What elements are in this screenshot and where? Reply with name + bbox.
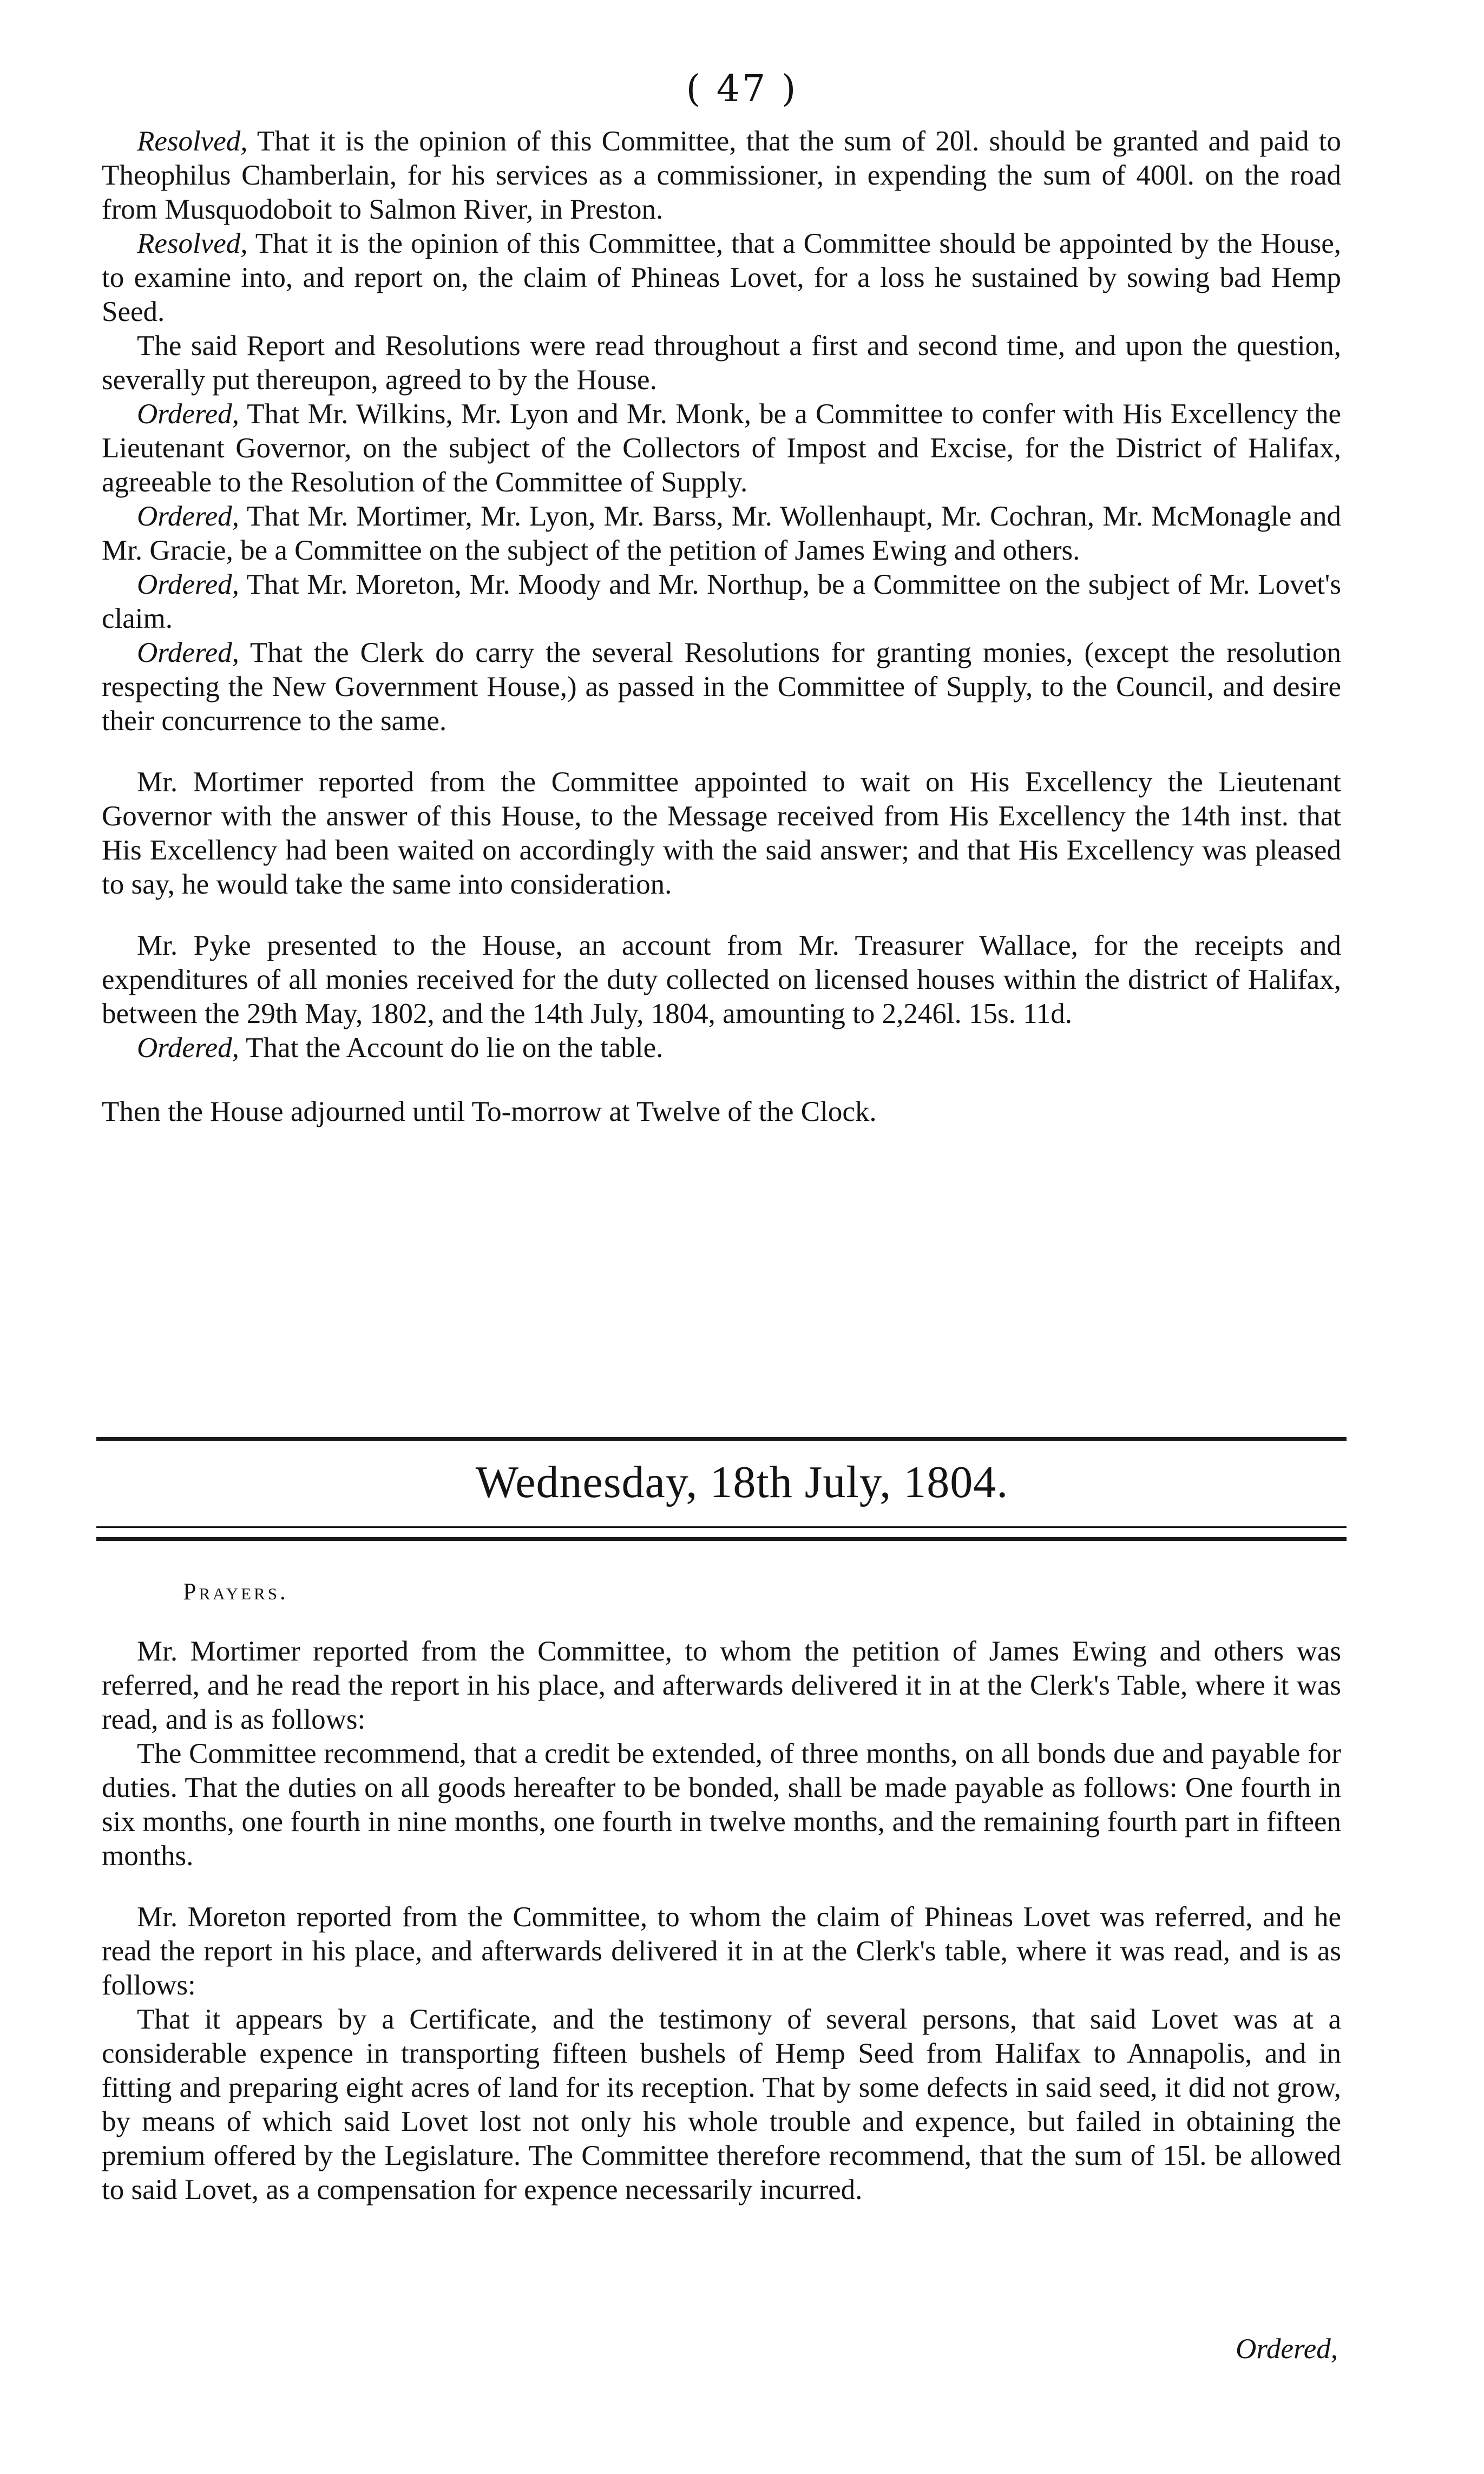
resolutions-block	[102, 124, 1341, 1129]
paragraph: The said Report and Resolutions were read throughout a first and second time, and upon the question, severally put thereupon, agreed to by the House.	[102, 330, 1341, 396]
paragraph: Mr. Mortimer reported from the Committee, to whom the petition of James Ewing and others was referred, and he read the report in his place, and afterwards delivered it in at the Clerk's Table, where it was read, and is as follows:	[102, 1636, 1341, 1735]
rule-top	[96, 1437, 1347, 1441]
paragraph: Ordered, That Mr. Wilkins, Mr. Lyon and Mr. Monk, be a Committee to confer with His Excellency the Lieutenant Governor, on the subject of the Collectors of Impost and Excise, for the District of Halifax, agreeable to the Resolution of the Committee of Supply.	[102, 398, 1341, 498]
rule-bottom-thin	[96, 1526, 1347, 1528]
paragraph: Ordered, That the Clerk do carry the several Resolutions for granting monies, (except the resolution respecting the New Government House,) as passed in the Committee of Supply, to the Council, and desire their concurrence to the same.	[102, 637, 1341, 737]
paragraph: That it appears by a Certificate, and the testimony of several persons, that said Lovet was at a considerable expence in transporting fifteen bushels of Hemp Seed from Halifax to Annapolis, and in fitting and preparing eight acres of land for its reception. That by some defects in said seed, it did not grow, by means of which said Lovet lost not only his whole trouble and expence, but failed in obtaining the premium offered by the Legislature. The Committee therefore recommend, that the sum of 15l. be allowed to said Lovet, as a compensation for expence necessarily incurred.	[102, 2004, 1341, 2206]
paragraph: Mr. Pyke presented to the House, an account from Mr. Treasurer Wallace, for the receipts and expenditures of all monies received for the duty collected on licensed houses within the district of Halifax, between the 29th May, 1802, and the 14th July, 1804, amounting to 2,246l. 15s. 11d.	[102, 930, 1341, 1029]
date-heading: Wednesday, 18th July, 1804.	[475, 1457, 1009, 1507]
paragraph: Mr. Mortimer reported from the Committee appointed to wait on His Excellency the Lieutenant Governor with the answer of this House, to the Message received from His Excellency the 14th inst. that His Excellency had been waited on accordingly with the said answer; and that His Excellency was pleased to say, he would take the same into consideration.	[102, 766, 1341, 900]
paragraph: Resolved, That it is the opinion of this Committee, that the sum of 20l. should be granted and paid to Theophilus Chamberlain, for his services as a commissioner, in expending the sum of 400l. on the road from Musquodoboit to Salmon River, in Preston.	[102, 126, 1341, 225]
rule-bottom	[96, 1537, 1347, 1541]
paragraph: Ordered, That Mr. Mortimer, Mr. Lyon, Mr. Barss, Mr. Wollenhaupt, Mr. Cochran, Mr. McMonagle and Mr. Gracie, be a Committee on the subject of the petition of James Ewing and others.	[102, 501, 1341, 566]
paragraph: Ordered, That Mr. Moreton, Mr. Moody and Mr. Northup, be a Committee on the subject of Mr. Lovet's claim.	[102, 569, 1341, 634]
paragraph: The Committee recommend, that a credit be extended, of three months, on all bonds due and payable for duties. That the duties on all goods hereafter to be bonded, shall be made payable as follows: One fourth in six months, one fourth in nine months, one fourth in twelve months, and the remaining fourth part in fifteen months.	[102, 1738, 1341, 1872]
adjournment-line: Then the House adjourned until To-morrow at Twelve of the Clock.	[102, 1096, 877, 1127]
paragraph: Mr. Moreton reported from the Committee, to whom the claim of Phineas Lovet was referred, and he read the report in his place, and afterwards delivered it in at the Clerk's table, where it was read, and is as follows:	[102, 1901, 1341, 2001]
reports-block	[102, 1635, 1341, 2207]
catchword: Ordered,	[1236, 2333, 1338, 2365]
prayers-heading: Prayers.	[183, 1578, 288, 1605]
page-number: ( 47 )	[686, 68, 798, 110]
paragraph: Resolved, That it is the opinion of this Committee, that a Committee should be appointed by the House, to examine into, and report on, the claim of Phineas Lovet, for a loss he sustained by sowing bad Hemp Seed.	[102, 228, 1341, 327]
paragraph: Ordered, That the Account do lie on the table.	[137, 1032, 664, 1064]
